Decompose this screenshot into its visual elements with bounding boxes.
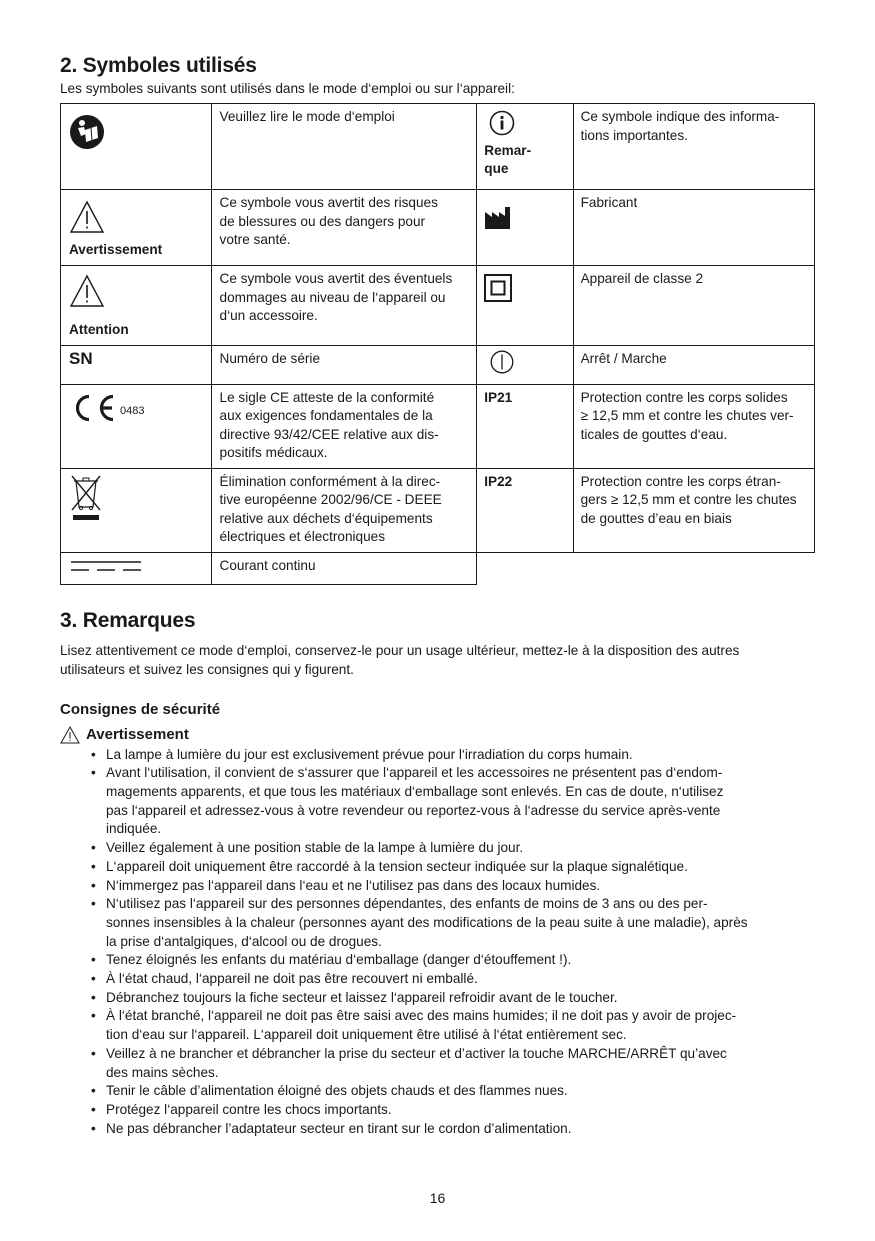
symbol-cell (477, 190, 573, 266)
symbol-description: Protection contre les corps étran- gers ≥ 12,5 mm et contre les chutes de gouttes d’eau en biais (573, 468, 814, 552)
document-page (60, 52, 815, 1138)
ce-mark (69, 393, 203, 423)
symbol-cell (61, 468, 212, 552)
list-item: • Ne pas débrancher l’adaptateur secteur en tirant sur le cordon d’alimentation. (106, 1120, 815, 1139)
symbol-description: Ce symbole vous avertit des risques de blessures ou des dangers pour votre santé. (211, 190, 477, 266)
symbol-cell (61, 384, 212, 468)
symbol-cell (477, 346, 573, 385)
table-row (61, 266, 815, 346)
symbol-description: Arrêt / Marche (573, 346, 814, 385)
ip-code: IP22 (484, 473, 513, 489)
warning-triangle-icon (69, 200, 105, 234)
symbol-cell (61, 552, 212, 584)
symbol-cell (477, 468, 573, 552)
read-manual-icon (69, 114, 105, 150)
symbol-cell (477, 104, 573, 190)
warning-label: Avertissement (69, 242, 163, 258)
section-2-title: 2. Symboles utilisés (60, 54, 257, 77)
symbol-description: Numéro de série (211, 346, 477, 385)
caution-label: Attention (69, 322, 129, 338)
table-row (61, 346, 815, 385)
weee-bin-icon (71, 475, 101, 521)
symbol-description: Élimination conformément à la direc- tive européenne 2002/96/CE - DEEE relative aux déchets d‘équipements électriques et électroniques (211, 468, 477, 552)
info-icon (489, 110, 515, 136)
manufacturer-icon (484, 206, 512, 230)
symbol-description: Protection contre les corps solides ≥ 12,5 mm et contre les chutes ver- ticales de gouttes d‘eau. (573, 384, 814, 468)
table-row (61, 552, 815, 584)
safety-list (60, 746, 815, 1139)
symbols-table (60, 103, 815, 585)
caution-triangle-icon (69, 274, 105, 308)
list-item: • Avant l‘utilisation, il convient de s‘assurer que l‘appareil et les accessoires ne présentent pas d‘endom- magements apparents, et que tous les matériaux d‘emballage sont enlevés. En cas de doute, n‘utilisez pas l‘appareil et adressez-vous à votre revendeur ou reportez-vous à l‘adresse du service après-vente indiquée. (106, 764, 815, 839)
section-3-intro: Lisez attentivement ce mode d‘emploi, conservez-le pour un usage ultérieur, mettez-le à la disposition des autres utilisateurs et suivez les consignes qui y figurent. (60, 642, 740, 677)
ip-code: IP21 (484, 389, 513, 405)
symbol-description: Appareil de classe 2 (573, 266, 814, 346)
direct-current-icon (69, 559, 143, 573)
table-row (61, 104, 815, 190)
section-2-intro: Les symboles suivants sont utilisés dans le mode d‘emploi ou sur l‘appareil: (60, 81, 515, 96)
list-item: • À l‘état branché, l‘appareil ne doit pas être saisi avec des mains humides; il ne doit pas y avoir de projec- tion d‘eau sur l‘appareil. L‘appareil doit uniquement être utilisé à l‘état entièrement sec. (106, 1007, 815, 1044)
list-item: • La lampe à lumière du jour est exclusivement prévue pour l‘irradiation du corps humain. (106, 746, 815, 765)
list-item: • L‘appareil doit uniquement être raccordé à la tension secteur indiquée sur la plaque signalétique. (106, 858, 815, 877)
symbol-description: Veuillez lire le mode d‘emploi (211, 104, 477, 190)
class-2-device-icon (484, 274, 512, 302)
table-row (61, 384, 815, 468)
list-item: • Protégez l‘appareil contre les chocs importants. (106, 1101, 815, 1120)
symbol-cell (477, 384, 573, 468)
serial-number-code: SN (69, 349, 93, 368)
list-item: • À l‘état chaud, l‘appareil ne doit pas être recouvert ni emballé. (106, 970, 815, 989)
symbol-cell (477, 266, 573, 346)
ce-icon (69, 393, 117, 423)
warning-heading-label: Avertissement (86, 726, 189, 744)
symbol-cell (61, 104, 212, 190)
section-3-title: 3. Remarques (60, 608, 196, 632)
page-number: 16 (429, 1190, 446, 1206)
list-item: • Débranchez toujours la fiche secteur et laissez l‘appareil refroidir avant de le toucher. (106, 989, 815, 1008)
power-icon (490, 350, 514, 374)
symbol-description: Ce symbole vous avertit des éventuels dommages au niveau de l‘appareil ou d‘un accessoire. (211, 266, 477, 346)
symbol-description: Ce symbole indique des informa- tions importantes. (573, 104, 814, 190)
list-item: • N‘immergez pas l‘appareil dans l‘eau et ne l‘utilisez pas dans des locaux humides. (106, 877, 815, 896)
list-item: • Tenez éloignés les enfants du matériau d‘emballage (danger d‘étouffement !). (106, 951, 815, 970)
safety-instructions-heading: Consignes de sécurité (60, 700, 221, 718)
symbol-description: Fabricant (573, 190, 814, 266)
symbol-description: Le sigle CE atteste de la conformité aux exigences fondamentales de la directive 93/42/CEE relative aux dis- positifs médicaux. (211, 384, 477, 468)
table-row (61, 190, 815, 266)
symbol-description: Courant continu (211, 552, 477, 584)
remark-label: Remar- que (484, 142, 532, 176)
table-row (61, 468, 815, 552)
warning-triangle-icon (60, 726, 80, 744)
list-item: • Veillez également à une position stable de la lampe à lumière du jour. (106, 839, 815, 858)
symbol-cell (61, 346, 212, 385)
list-item: • Tenir le câble d’alimentation éloigné des objets chauds et des flammes nues. (106, 1082, 815, 1101)
ce-notified-body-number: 0483 (120, 405, 145, 417)
warning-heading (60, 726, 815, 744)
list-item: • Veillez à ne brancher et débrancher la prise du secteur et d’activer la touche MARCHE/ARRÊT qu’avec des mains sèches. (106, 1045, 815, 1082)
symbol-cell (61, 190, 212, 266)
symbol-cell (61, 266, 212, 346)
list-item: • N‘utilisez pas l‘appareil sur des personnes dépendantes, des enfants de moins de 3 ans ou des per- sonnes insensibles à la chaleur (personnes ayant des modifications de la peau suite à une maladie), après la prise d‘antalgiques, d‘alcool ou de drogues. (106, 895, 815, 951)
